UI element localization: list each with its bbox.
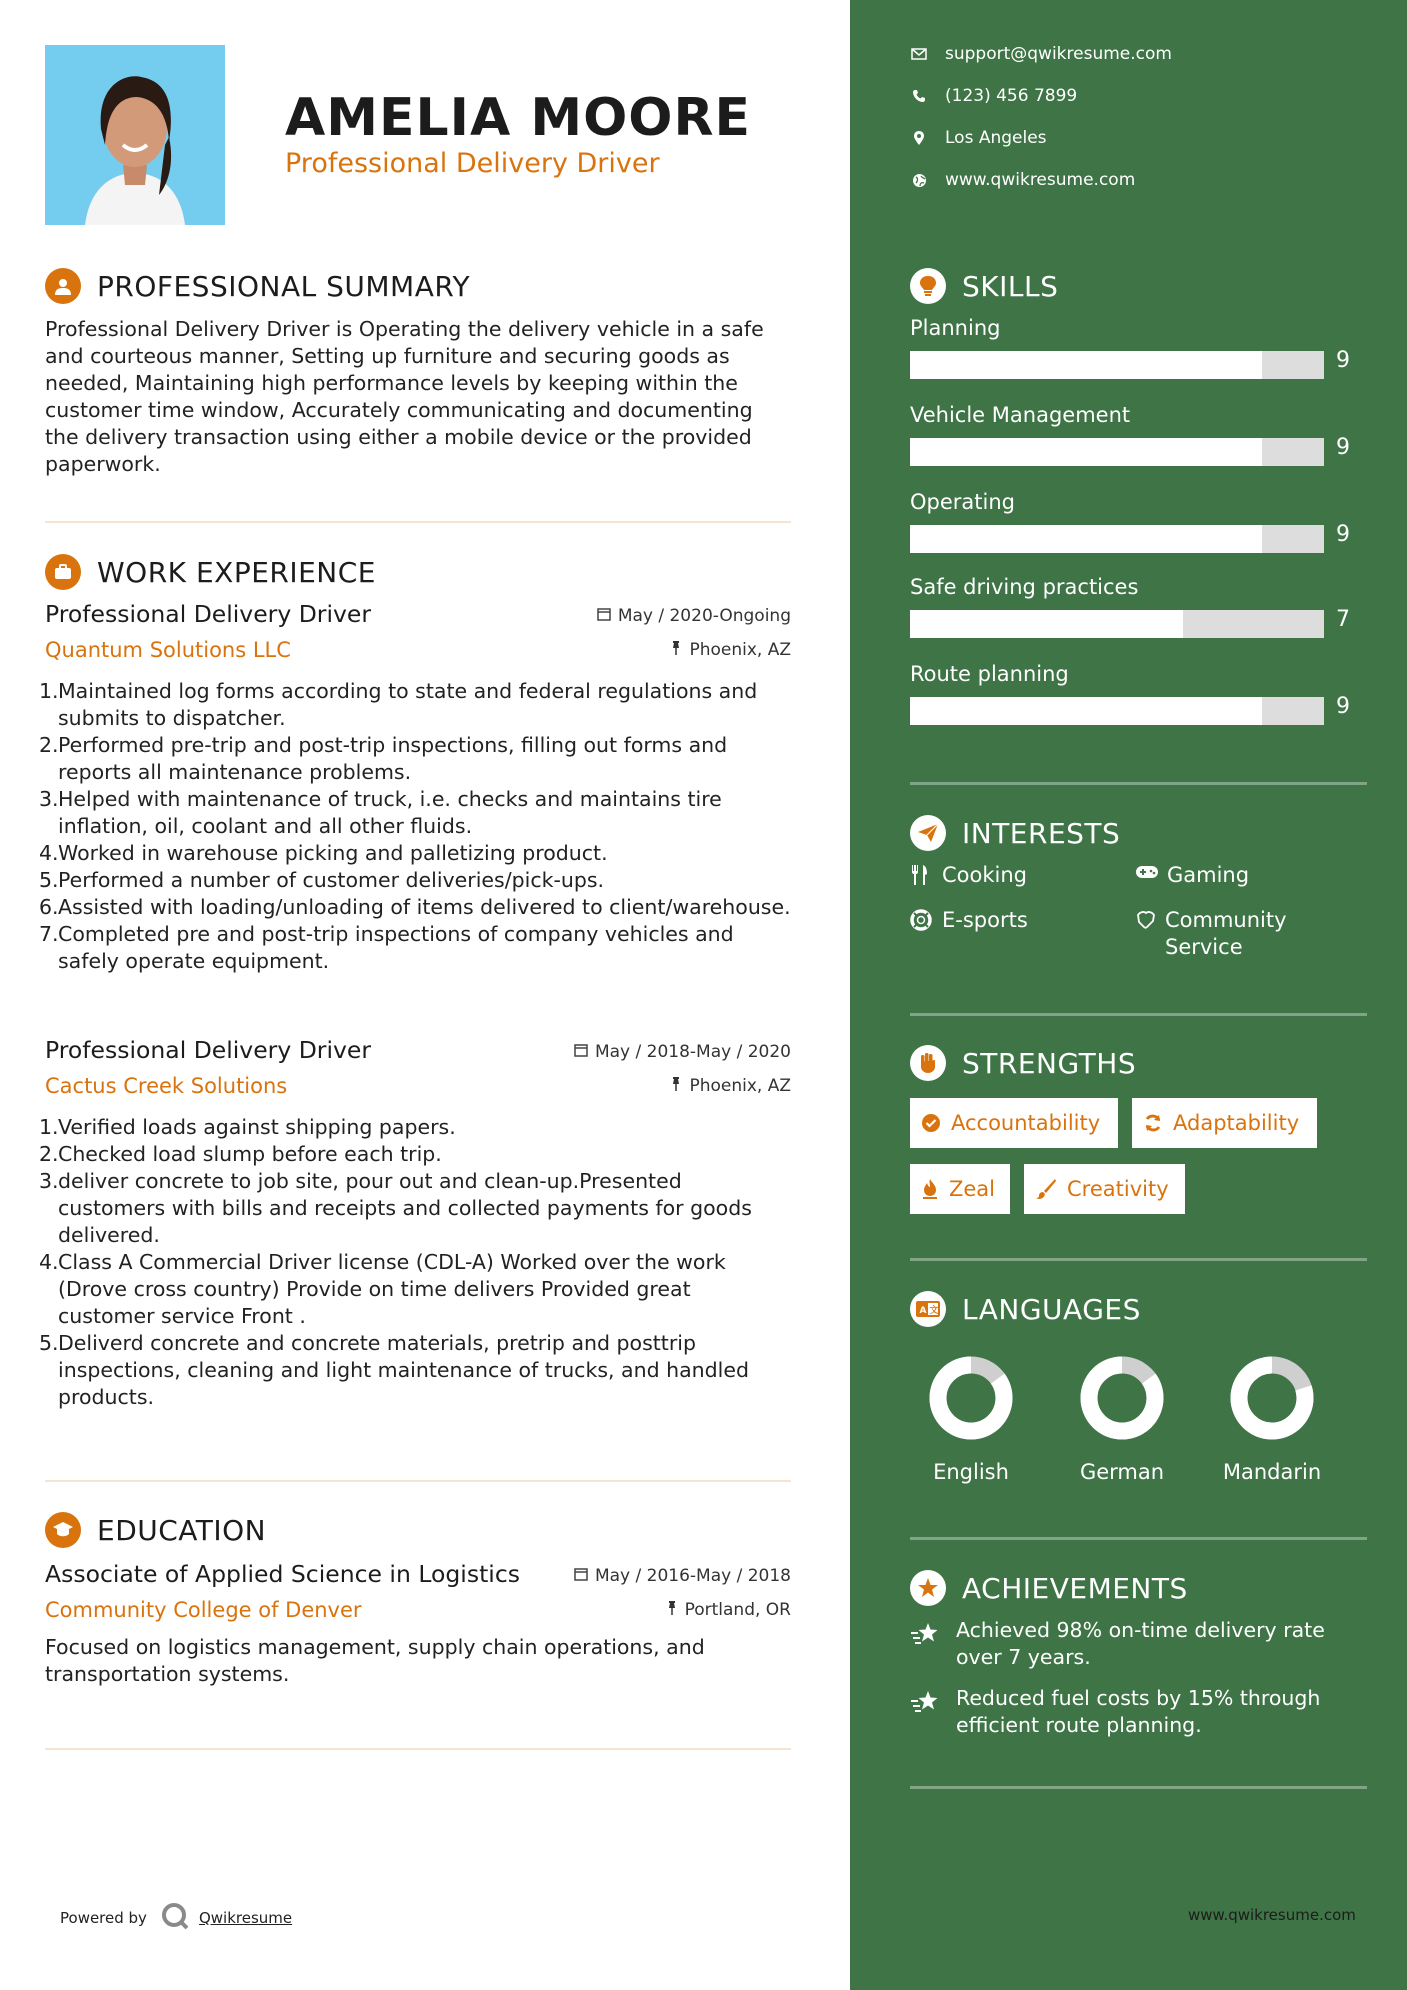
list-item: 5. Performed a number of customer deliveries/pick-ups. (39, 868, 605, 892)
strength-tag (910, 1098, 1118, 1148)
language-name: German (1079, 1460, 1165, 1484)
candidate-name: AMELIA MOORE (285, 88, 752, 148)
utensils-icon (910, 864, 934, 886)
strength-label: Zeal (949, 1177, 996, 1201)
education-entry (45, 1560, 791, 1688)
interest-label: Gaming (1167, 863, 1250, 887)
refresh-icon (1143, 1113, 1163, 1133)
shooting-star-icon (910, 1621, 942, 1654)
skill-score: 9 (1336, 694, 1350, 719)
language-level-donut (1230, 1356, 1314, 1440)
achievement-item (910, 1685, 1350, 1739)
calendar-icon (597, 606, 611, 626)
strength-tag (1024, 1164, 1185, 1214)
achievement-text: Reduced fuel costs by 15% through efficient route planning. (956, 1686, 1321, 1737)
education-description: Focused on logistics management, supply chain operations, and transportation systems. (45, 1635, 705, 1686)
contact-location-text: Los Angeles (945, 128, 1047, 148)
profile-photo-illustration (45, 45, 225, 225)
job-role: Professional Delivery Driver (45, 600, 372, 628)
graduation-cap-icon (45, 1512, 81, 1548)
skill-bar-fill (910, 525, 1262, 553)
job-entry (39, 600, 791, 975)
interest-label: Community Service (1165, 908, 1287, 959)
skill-item (910, 316, 1370, 373)
qwikresume-logo-icon (161, 1902, 189, 1934)
skill-item (910, 575, 1370, 632)
interest-item (910, 862, 1027, 889)
interest-item (910, 907, 1028, 934)
job-duties (39, 678, 791, 975)
job-role: Professional Delivery Driver (45, 1036, 372, 1064)
contact-phone[interactable] (910, 86, 1077, 106)
skill-item (910, 403, 1370, 460)
section-divider (45, 1480, 791, 1482)
skill-bar (910, 438, 1324, 466)
list-item: 2. Performed pre-trip and post-trip inspections, filling out forms and reports all maintenance problems. (39, 733, 728, 784)
job-date (574, 1042, 791, 1062)
language-item (1047, 1356, 1197, 1484)
contact-email-text: support@qwikresume.com (945, 44, 1172, 64)
list-item: 4. Worked in warehouse picking and palletizing product. (39, 841, 608, 865)
svg-text:A: A (919, 1306, 927, 1316)
strength-tag (1132, 1098, 1317, 1148)
education-heading: EDUCATION (97, 1513, 267, 1547)
list-item: 1. Verified loads against shipping papers. (39, 1115, 456, 1139)
skill-bar-fill (910, 438, 1262, 466)
star-badge-icon (910, 1570, 946, 1606)
skill-score: 9 (1336, 522, 1350, 547)
education-section-heading (45, 1512, 266, 1548)
list-item: 2. Checked load slump before each trip. (39, 1142, 442, 1166)
strength-tag (910, 1164, 1010, 1214)
envelope-icon (910, 48, 928, 60)
skill-score: 7 (1336, 607, 1350, 632)
sidebar-divider (910, 782, 1367, 785)
lifebuoy-icon (910, 909, 934, 931)
interest-item (1135, 907, 1315, 961)
experience-section-heading (45, 554, 376, 590)
skill-name: Operating (910, 490, 1015, 514)
sidebar-divider (910, 1013, 1367, 1016)
job-date-text: May / 2020-Ongoing (617, 606, 791, 626)
skill-name: Safe driving practices (910, 575, 1139, 599)
gamepad-icon (1135, 864, 1159, 880)
achievement-text: Achieved 98% on-time delivery rate over 7 years. (956, 1618, 1325, 1669)
interests-heading: INTERESTS (962, 816, 1121, 850)
job-duties (39, 1114, 791, 1411)
list-item: 6. Assisted with loading/unloading of items delivered to client/warehouse. (39, 895, 791, 919)
skill-bar-fill (910, 351, 1262, 379)
calendar-icon (574, 1566, 588, 1586)
skill-name: Route planning (910, 662, 1069, 686)
summary-text: Professional Delivery Driver is Operating the delivery vehicle in a safe and courteous manner, Setting up furniture and securing goods as needed, Maintaining high performance levels by keeping within the customer time window, Accurately communicating and documenting the delivery transaction using either a mobile device or the provided paperwork. (45, 317, 764, 476)
lightbulb-icon (910, 268, 946, 304)
language-item (1197, 1356, 1347, 1484)
skill-bar-fill (910, 697, 1262, 725)
summary-heading: PROFESSIONAL SUMMARY (97, 269, 471, 303)
globe-icon (910, 173, 928, 188)
skills-heading: SKILLS (962, 269, 1059, 303)
skill-name: Vehicle Management (910, 403, 1131, 427)
language-name: English (933, 1460, 1009, 1484)
pin-icon (670, 1076, 682, 1096)
skill-bar (910, 697, 1324, 725)
candidate-title: Professional Delivery Driver (285, 148, 660, 179)
pin-icon (670, 640, 682, 660)
list-item: 1. Maintained log forms according to state and federal regulations and submits to dispatcher. (39, 679, 758, 730)
brand-link[interactable]: Qwikresume (198, 1909, 293, 1927)
job-entry (39, 1036, 791, 1411)
pin-icon (666, 1600, 678, 1620)
degree: Associate of Applied Science in Logistics (45, 1560, 520, 1588)
powered-by-label: Powered by (60, 1909, 147, 1927)
languages-section-heading (910, 1291, 1141, 1327)
paper-plane-icon (910, 815, 946, 851)
fire-icon (921, 1178, 939, 1200)
achievement-item (910, 1617, 1350, 1671)
job-location (670, 1076, 791, 1096)
profile-photo (45, 45, 225, 225)
skill-item (910, 662, 1370, 719)
school: Community College of Denver (45, 1598, 362, 1622)
achievements-heading: ACHIEVEMENTS (962, 1571, 1188, 1605)
contact-phone-text: (123) 456 7899 (945, 86, 1078, 106)
interest-label: Cooking (942, 863, 1027, 887)
paintbrush-icon (1035, 1178, 1057, 1200)
contact-website-text: www.qwikresume.com (945, 170, 1136, 190)
contact-website[interactable] (910, 170, 1135, 190)
contact-email[interactable] (910, 44, 1172, 64)
strengths-section-heading (910, 1045, 1136, 1081)
achievements-section-heading (910, 1570, 1188, 1606)
summary-section-heading (45, 268, 470, 304)
fist-icon (910, 1045, 946, 1081)
shooting-star-icon (910, 1689, 942, 1722)
skill-bar (910, 351, 1324, 379)
translate-icon (910, 1291, 946, 1327)
job-company: Cactus Creek Solutions (45, 1074, 288, 1098)
strength-label: Adaptability (1173, 1111, 1300, 1135)
job-company: Quantum Solutions LLC (45, 638, 291, 662)
experience-heading: WORK EXPERIENCE (97, 555, 376, 589)
strength-label: Creativity (1067, 1177, 1169, 1201)
strength-label: Accountability (951, 1111, 1101, 1135)
interests-section-heading (910, 815, 1120, 851)
interest-item (1135, 862, 1249, 889)
skill-bar (910, 525, 1324, 553)
job-location-text: Phoenix, AZ (689, 1076, 791, 1096)
list-item: 5. Deliverd concrete and concrete materials, pretrip and posttrip inspections, cleaning and light maintenance of trucks, and handled products. (39, 1331, 750, 1409)
skill-bar (910, 610, 1324, 638)
list-item: 3. Helped with maintenance of truck, i.e. checks and maintains tire inflation, oil, coolant and all other fluids. (39, 787, 722, 838)
sidebar-divider (910, 1537, 1367, 1540)
language-name: Mandarin (1222, 1460, 1322, 1484)
education-location (666, 1600, 791, 1620)
sidebar (850, 0, 1407, 1990)
interest-label: E-sports (942, 908, 1028, 932)
skill-score: 9 (1336, 348, 1350, 373)
job-location-text: Phoenix, AZ (689, 640, 791, 660)
phone-icon (910, 89, 928, 103)
languages-heading: LANGUAGES (962, 1292, 1141, 1326)
user-icon (45, 268, 81, 304)
handshake-icon (1135, 909, 1157, 929)
contact-location (910, 128, 1047, 148)
check-circle-icon (921, 1113, 941, 1133)
education-date (574, 1566, 791, 1586)
skill-item (910, 490, 1370, 547)
sidebar-divider (910, 1258, 1367, 1261)
section-divider (45, 521, 791, 523)
language-item (896, 1356, 1046, 1484)
list-item: 7. Completed pre and post-trip inspections of company vehicles and safely operate equipment. (39, 922, 734, 973)
job-date (597, 606, 791, 626)
language-level-donut (1080, 1356, 1164, 1440)
list-item: 4. Class A Commercial Driver license (CDL-A) Worked over the work (Drove cross country) Provide on time delivers Provided great customer service Front . (39, 1250, 726, 1328)
skill-bar-fill (910, 610, 1183, 638)
skill-score: 9 (1336, 435, 1350, 460)
calendar-icon (574, 1042, 588, 1062)
strengths-heading: STRENGTHS (962, 1046, 1137, 1080)
skill-name: Planning (910, 316, 1001, 340)
section-divider (45, 1748, 791, 1750)
education-date-text: May / 2016-May / 2018 (594, 1566, 791, 1586)
language-level-donut (929, 1356, 1013, 1440)
job-date-text: May / 2018-May / 2020 (594, 1042, 791, 1062)
svg-text:文: 文 (929, 1306, 939, 1316)
footer-url[interactable]: www.qwikresume.com (1188, 1906, 1356, 1924)
list-item: 3. deliver concrete to job site, pour out and clean-up.Presented customers with bills and receipts and collected payments for goods delivered. (39, 1169, 752, 1247)
job-location (670, 640, 791, 660)
powered-by (60, 1902, 292, 1934)
skills-section-heading (910, 268, 1058, 304)
map-marker-icon (910, 131, 928, 146)
briefcase-icon (45, 554, 81, 590)
sidebar-divider (910, 1786, 1367, 1789)
education-location-text: Portland, OR (684, 1600, 791, 1620)
